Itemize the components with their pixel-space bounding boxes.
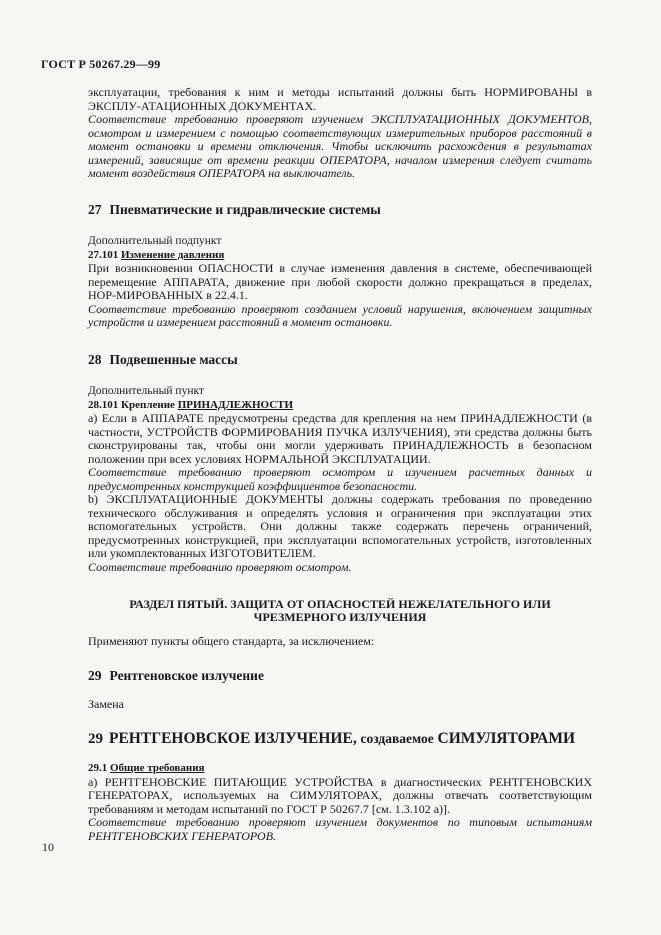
intro-compliance: Соответствие требованию проверяют изучением ЭКСПЛУАТАЦИОННЫХ ДОКУМЕНТОВ, осмотром и измерением с помощью соответствующих измерительных приборов расстояний в момент остановки и времени отключения. Чтобы исключить расхождения в результатах измерений, зависящие от времени реакции ОПЕРАТОРА, началом измерения следует считать момент воздействия ОПЕРАТОРА на выключатель. — [88, 112, 592, 180]
subsection-29-1-number: 29.1 — [88, 762, 108, 774]
subsection-27-101-number: 27.101 — [88, 248, 119, 261]
section-27-compliance: Соответствие требованию проверяют созданием условий нарушения, включением защитных устройств и измерением расстояний в момент остановки. — [88, 301, 592, 329]
section-29-new-title-caps: РЕНТГЕНОВСКОЕ ИЗЛУЧЕНИЕ, — [109, 729, 357, 747]
section-27-number: 27 — [88, 201, 102, 217]
subsection-27-101-title: Изменение давления — [121, 248, 225, 261]
subsection-28-101-number: 28.101 — [88, 398, 119, 411]
section-28-title: Подвешенные массы — [109, 351, 238, 367]
section-5-text: Применяют пункты общего стандарта, за исключением: — [88, 634, 375, 648]
section-29-title: Рентгеновское излучение — [109, 667, 264, 683]
section-28-b-text: b) ЭКСПЛУАТАЦИОННЫЕ ДОКУМЕНТЫ должны содержать требования по проведению технического обслуживания и определять условия и ограничения при эксплуатации этих вспомогательных устройств. Они должны также содержать перечень ограничений, предусмотренных конструкцией, при эксплуатации вспомогательных устройств, изготовленных или укомплектованных ИЗГОТОВИТЕЛЕМ. — [88, 492, 592, 560]
section-5-title-line-1: РАЗДЕЛ ПЯТЫЙ. ЗАЩИТА ОТ ОПАСНОСТЕЙ НЕЖЕЛАТЕЛЬНОГО ИЛИ — [129, 597, 551, 611]
intro-paragraph: эксплуатации, требования к ним и методы испытаний должны быть НОРМИРОВАНЫ в ЭКСПЛУ-АТАЦИОННЫХ ДОКУМЕНТАХ. — [88, 85, 592, 113]
section-27-title: Пневматические и гидравлические системы — [109, 201, 381, 217]
section-29-number: 29 — [88, 667, 102, 683]
section-5-title-line-2: ЧРЕЗМЕРНОГО ИЗЛУЧЕНИЯ — [253, 610, 427, 624]
subsection-28-101-heading — [88, 399, 592, 413]
document-header: ГОСТ Р 50267.29—99 — [41, 57, 161, 71]
page-number: 10 — [42, 840, 54, 854]
section-29-a-text: a) РЕНТГЕНОВСКИЕ ПИТАЮЩИЕ УСТРОЙСТВА в диагностических РЕНТГЕНОВСКИХ ГЕНЕРАТОРАХ, используемых на СИМУЛЯТОРАХ, должны отвечать соответствующим требованиям и методам испытаний по ГОСТ Р 50267.7 [см. 1.3.102 а)]. — [88, 774, 592, 816]
section-5-title — [88, 598, 592, 624]
section-29-replace: Замена — [88, 697, 125, 711]
subsection-29-1-title: Общие требования — [110, 762, 205, 774]
section-28-heading — [88, 353, 592, 367]
document-body — [88, 86, 592, 843]
subsection-28-101-title-prefix: Крепление — [121, 398, 175, 411]
subsection-28-101-title: ПРИНАДЛЕЖНОСТИ — [177, 398, 294, 411]
section-28-a-text: a) Если в АППАРАТЕ предусмотрены средства для крепления на нем ПРИНАДЛЕЖНОСТИ (в частности, УСТРОЙСТВ ФОРМИРОВАНИЯ ПУЧКА ИЗЛУЧЕНИЯ), эти средства должны быть сконструированы так, чтобы они могли удерживать ПРИНАДЛЕЖНОСТЬ в безопасном положении при всех условиях НОРМАЛЬНОЙ ЭКСПЛУАТАЦИИ. — [88, 411, 592, 466]
section-28-number: 28 — [88, 351, 102, 367]
section-29-heading — [88, 669, 592, 683]
section-29-new-heading — [88, 729, 592, 747]
section-27-addition: Дополнительный подпункт — [88, 235, 222, 247]
subsection-29-1-heading — [88, 762, 592, 776]
section-28-a-compliance: Соответствие требованию проверяют осмотром и изучением расчетных данных и предусмотренных конструкцией коэффициентов безопасности. — [88, 465, 592, 493]
section-27-text: При возникновении ОПАСНОСТИ в случае изменения давления в системе, обеспечивающей перемещение АППАРАТА, движение при любой скорости должно прекращаться в пределах, НОР-МИРОВАННЫХ в 22.4.1. — [88, 261, 592, 302]
section-27-heading — [88, 203, 592, 217]
section-28-b-compliance: Соответствие требованию проверяют осмотром. — [88, 559, 352, 574]
subsection-27-101-heading — [88, 249, 592, 263]
section-29-new-title-lower: создаваемое — [360, 730, 434, 746]
section-29-new-title-end: СИМУЛЯТОРАМИ — [437, 729, 576, 747]
section-29-a-compliance: Соответствие требованию проверяют изучением документов по типовым испытаниям РЕНТГЕНОВСКИХ ГЕНЕРАТОРОВ. — [88, 815, 592, 843]
section-29-new-number: 29 — [88, 730, 103, 747]
section-28-addition: Дополнительный пункт — [88, 385, 204, 397]
